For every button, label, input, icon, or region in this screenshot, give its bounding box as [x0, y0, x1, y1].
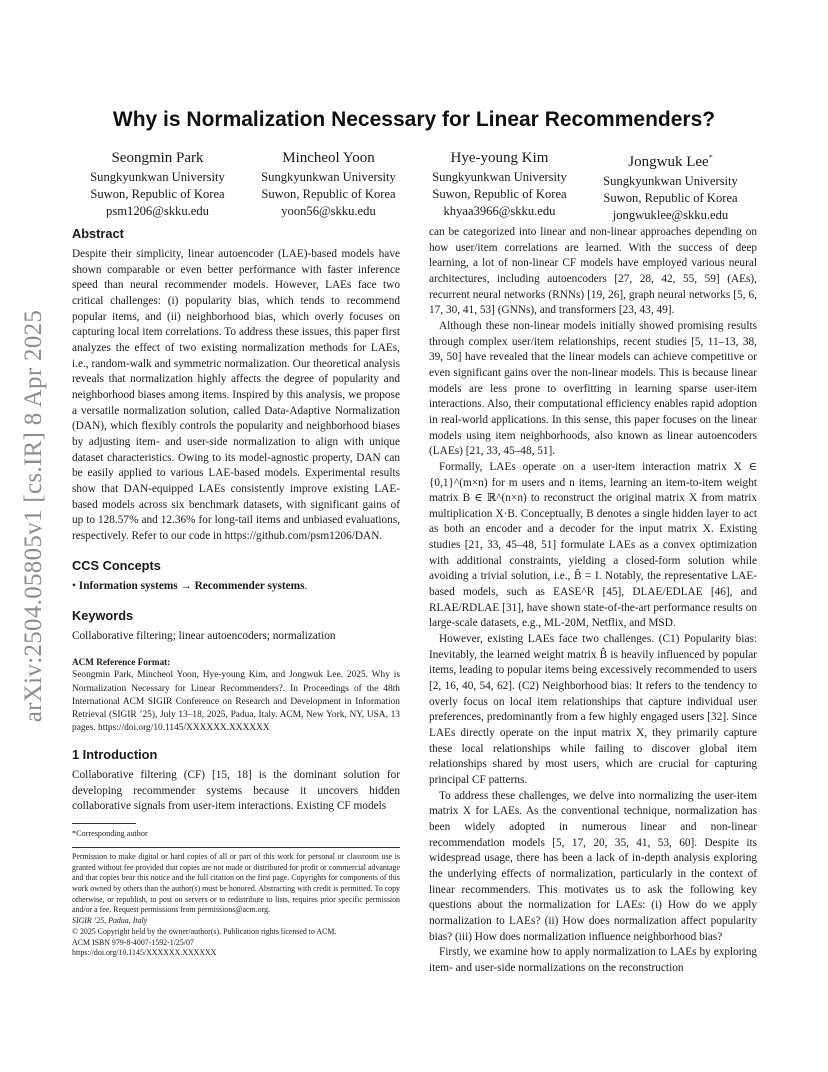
intro-paragraph-5: To address these challenges, we delve into normalizing the user-item matrix X for LAEs. As the conventional technique, normalization has been widely adopted in numerous linear and non-linear recommendation models [5, 17, 20, 35, 41, 53, 60]. Despite its widespread usage, there has been a lack of in-depth analysis exploring the underlying effects of normalization, particularly in the context of linear recommenders. This motivates us to ask the following key questions about the normalization for LAEs: (i) How do we apply normalization to LAEs? (ii) How does normalization affect popularity bias? (iii) How does normalization influence neighborhood bias?	[429, 789, 757, 943]
author-location: Suwon, Republic of Korea	[90, 187, 225, 201]
doi-link[interactable]: https://doi.org/10.1145/XXXXXX.XXXXXX	[72, 948, 217, 958]
author-affiliation: Sungkyunkwan University	[432, 170, 567, 184]
author-4	[585, 148, 756, 224]
author-3	[414, 148, 585, 224]
intro-paragraph-6: Firstly, we examine how to apply normalization to LAEs by exploring item- and user-side normalizations on the reconstruction	[429, 946, 757, 974]
ccs-line	[72, 579, 400, 594]
author-name-wrapper	[585, 148, 756, 172]
ccs-bullet: •	[72, 580, 76, 593]
author-email[interactable]: jongwuklee@skku.edu	[612, 208, 729, 222]
abstract-heading: Abstract	[72, 226, 124, 241]
corresponding-author-footnote: *Corresponding author	[72, 828, 148, 838]
author-location: Suwon, Republic of Korea	[261, 187, 396, 201]
right-column	[429, 225, 757, 977]
introduction-paragraph: Collaborative filtering (CF) [15, 18] is the dominant solution for developing recommender systems because it uncovers hidden collaborative signals from user-item interactions. Existing CF models	[72, 768, 400, 813]
author-email[interactable]: khyaa3966@skku.edu	[443, 204, 556, 218]
paper-title: Why is Normalization Necessary for Linear Recommenders?	[112, 108, 716, 131]
corresponding-author-mark: *	[708, 153, 713, 162]
author-name: Jongwuk Lee	[628, 154, 709, 170]
ccs-heading: CCS Concepts	[72, 558, 161, 574]
keywords-text: Collaborative filtering; linear autoencoders; normalization	[72, 630, 336, 643]
intro-paragraph-1: can be categorized into linear and non-linear approaches depending on how user/item correlations are learned. With the success of deep learning, a lot of non-linear CF models have employed various neural architectures, including autoencoders [27, 28, 42, 55, 59] (AEs), recurrent neural networks (RNNs) [19, 26], graph neural networks [5, 6, 17, 30, 41, 53] (GNNs), and transformers [23, 43, 49].	[429, 226, 757, 317]
permission-divider	[72, 847, 400, 848]
author-location: Suwon, Republic of Korea	[432, 187, 567, 201]
permission-statement: Permission to make digital or hard copies of all or part of this work for personal or classroom use is granted without fee provided that copies are not made or distributed for profit or commercial advantage and that copies bear this notice and the full citation on the first page. Copyrights for components of this work owned by others than the author(s) must be honored. Abstracting with credit is permitted. To copy otherwise, or republish, to post on servers or to redistribute to lists, requires prior specific permission and/or a fee. Request permissions from permissions@acm.org.	[72, 851, 400, 915]
abstract-text: Despite their simplicity, linear autoencoder (LAE)-based models have shown comparable or even better performance with faster inference speed than neural recommender models. However, LAEs face two critical challenges: (i) popularity bias, which tends to recommend popular items, and (ii) neighborhood bias, which overly focuses on capturing local item correlations. To address these issues, this paper first analyzes the effect of two existing normalization methods for LAEs, i.e., random-walk and symmetric normalization. Our theoretical analysis reveals that normalization highly affects the degree of popularity and neighborhood biases among items. Inspired by this analysis, we propose a versatile normalization solution, called Data-Adaptive Normalization (DAN), which flexibly controls the popularity and neighborhood biases by adjusting item- and user-side normalization to align with unique dataset characteristics. Owing to its model-agnostic property, DAN can be easily applied to various LAE-based models. Experimental results show that DAN-equipped LAEs consistently improve existing LAE-based models across six benchmark datasets, with significant gains of up to 128.57% and 12.36% for long-tail items and unbiased evaluations, respectively. Refer to our code in https://github.com/psm1206/DAN.	[72, 248, 400, 542]
author-affiliation: Sungkyunkwan University	[261, 170, 396, 184]
intro-paragraph-4: However, existing LAEs face two challenges. (C1) Popularity bias: Inevitably, the learned weight matrix B̂ is heavily influenced by popular items, leading to popular items being excessively recommended to users [2, 16, 40, 54, 62]. (C2) Neighborhood bias: It refers to the tendency to overly focus on local item relationships that capture individual user preferences, predominantly from a few highly engaged users [32]. Since LAEs directly operate on the input matrix X, they primarily capture these local relationships while failing to discover global item relationships shared by most users, which are crucial for capturing principal CF patterns.	[429, 633, 757, 786]
copyright-line: © 2025 Copyright held by the owner/author(s). Publication rights licensed to ACM.	[72, 926, 337, 936]
author-1	[72, 148, 243, 224]
ccs-period: .	[304, 580, 308, 593]
footnote-divider	[72, 823, 136, 824]
arxiv-id-text: arXiv:2504.05805v1 [cs.IR] 8 Apr 2025	[20, 309, 47, 723]
left-column	[72, 226, 400, 959]
ccs-concepts: Information systems → Recommender systems	[78, 580, 305, 593]
introduction-heading: 1 Introduction	[72, 746, 158, 762]
author-email[interactable]: psm1206@skku.edu	[106, 204, 209, 218]
author-affiliation: Sungkyunkwan University	[90, 170, 225, 184]
intro-paragraph-2: Although these non-linear models initially showed promising results through complex user/item relationships, recent studies [5, 11–13, 38, 39, 50] have revealed that the linear models can achieve competitive or even significant gains over the non-linear models. This is because linear models are less prone to overfitting in learning sparse user-item interactions. Also, their computational efficiency enables rapid adoption in real-world applications. In this sense, this paper focuses on the linear models using item neighborhoods, also known as linear autoencoders (LAEs) [21, 33, 45–48, 51].	[429, 319, 757, 458]
arxiv-side-identifier	[14, 296, 54, 736]
author-affiliation: Sungkyunkwan University	[603, 174, 738, 188]
intro-paragraph-3: Formally, LAEs operate on a user-item interaction matrix X ∈ {0,1}^(m×n) for m users and n items, learning an item-to-item weight matrix B ∈ ℝ^(n×n) to reconstruct the original matrix X from matrix multiplication X·B. Conceptually, B denotes a single hidden layer to act as both an encoder and a decoder for the input matrix X. Existing studies [21, 33, 45–48, 51] formulate LAEs as a convex optimization with additional constraints, yielding a closed-form solution while avoiding a trivial solution, i.e., B̂ = I. Notably, the representative LAE-based models, such as EASE^R [45], DLAE/EDLAE [46], and RLAE/RDLAE [31], have shown state-of-the-art performance results on large-scale datasets, e.g., ML-20M, Netflix, and MSD.	[429, 460, 757, 630]
keywords-heading: Keywords	[72, 608, 134, 624]
acm-reference-text: Seongmin Park, Mincheol Yoon, Hye-young Kim, and Jongwuk Lee. 2025. Why is Normalization Necessary for Linear Recommenders?. In Proceedings of the 48th International ACM SIGIR Conference on Research and Development in Information Retrieval (SIGIR ’25), July 13–18, 2025, Padua, Italy. ACM, New York, NY, USA, 13 pages. https://doi.org/10.1145/XXXXXX.XXXXXX	[72, 670, 400, 733]
author-name: Seongmin Park	[111, 150, 204, 166]
isbn-line: ACM ISBN 979-8-4007-1592-1/25/07	[72, 937, 194, 947]
venue-text: SIGIR ’25, Padua, Italy	[72, 916, 148, 926]
author-2	[243, 148, 414, 224]
acm-reference-heading: ACM Reference Format:	[72, 657, 171, 668]
author-name: Hye-young Kim	[450, 150, 549, 166]
venue-line	[72, 916, 400, 927]
author-block	[72, 148, 756, 224]
author-location: Suwon, Republic of Korea	[603, 191, 738, 205]
author-email[interactable]: yoon56@skku.edu	[281, 204, 376, 218]
author-name: Mincheol Yoon	[282, 150, 375, 166]
